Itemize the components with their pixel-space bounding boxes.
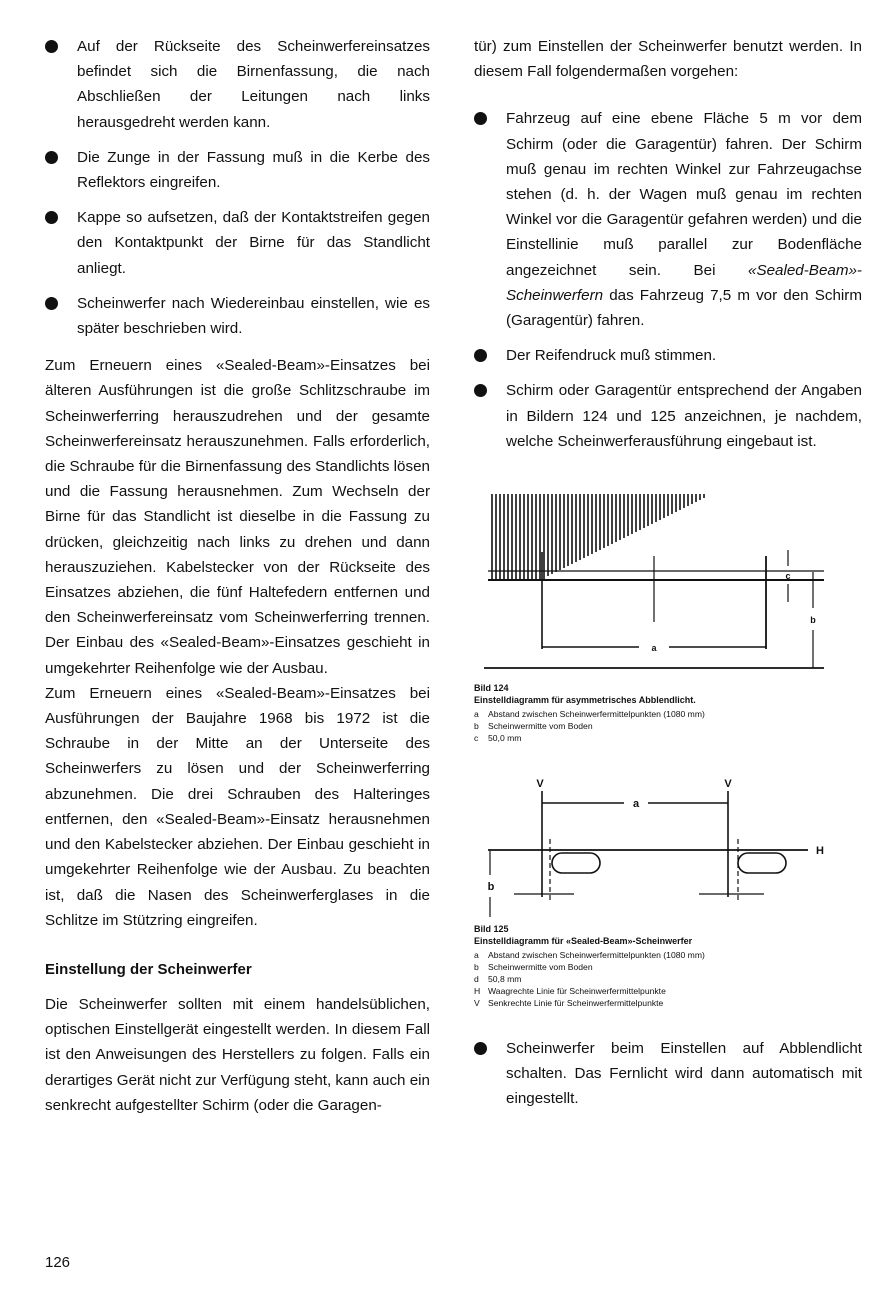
bullet-dot-icon	[45, 297, 58, 310]
legend-item: V Senkrechte Linie für Scheinwerfermittelpunkte	[474, 998, 664, 1009]
bullet-dot-icon	[45, 211, 58, 224]
h-line-label: H	[816, 844, 824, 857]
page-number: 126	[45, 1254, 71, 1271]
legend-item: c 50,0 mm	[474, 733, 522, 744]
paragraph-sealed-beam-1968: Zum Erneuern eines «Sealed-Beam»-Einsatzes bei Ausführungen der Baujahre 1968 bis 1972 ist die Schraube in der Mitte an der Unterseite des Scheinwerfers zu lösen und der Scheinwerferring abzunehmen. Die drei Schrauben des Halteringes entfernen, den «Sealed-Beam»-Einsatz herausnehmen und den Kabelstecker abziehen. Der Einbau geschieht in umgekehrter Reihenfolge wie der Ausbau. Zu beachten ist, daß die Nasen des Scheinwerferglases in die Schlitze im Stützring eingreifen.	[45, 684, 430, 929]
figure-title: Einstelldiagramm für «Sealed-Beam»-Scheinwerfer	[474, 935, 693, 946]
paragraph-continuation: tür) zum Einstellen der Scheinwerfer benutzt werden. In diesem Fall folgendermaßen vorgehen:	[474, 38, 862, 81]
figure-label: Bild 125	[474, 923, 509, 934]
bullet-text: Schirm oder Garagentür entsprechend der Angaben in Bildern 124 und 125 anzeichnen, je nachdem, welche Scheinwerferausführung eingebaut ist.	[506, 382, 862, 450]
bullet-dot-icon	[474, 349, 487, 362]
bullet-text: Die Zunge in der Fassung muß in die Kerbe des Reflektors eingreifen.	[77, 148, 430, 192]
dimension-label-b: b	[487, 880, 495, 893]
v-line-label-left: V	[536, 777, 544, 790]
right-column	[474, 34, 862, 1121]
figure-125	[474, 767, 862, 1010]
legend-item: a Abstand zwischen Scheinwerfermittelpunkten (1080 mm)	[474, 949, 705, 960]
bullet-item	[45, 291, 430, 341]
paragraph-sealed-beam-old: Zum Erneuern eines «Sealed-Beam»-Einsatzes bei älteren Ausführungen ist die große Schlitzschraube im Scheinwerferring herauszudrehen und der gesamte Scheinwerfereinsatz herauszunehmen. Falls erforderlich, die Schraube für die Birnenfassung des Standlichts lösen und die Fassung herausnehmen. Zum Wechseln der Birne für das Standlicht ist dieselbe in die Fassung zu drücken, gleichzeitig nach links zu drehen und dann herauszuziehen. Kabelstecker von der Rückseite des Einsatzes abziehen, die fünf Haltefedern entfernen und den Scheinwerfereinsatz vom Scheinwerferring trennen. Der Einbau des «Sealed-Beam»-Einsatzes geschieht in umgekehrter Reihenfolge wie der Ausbau.	[45, 357, 430, 677]
bullet-dot-icon	[45, 40, 58, 53]
legend-item: b Scheinwermitte vom Boden	[474, 961, 593, 972]
legend-item: d 50,8 mm	[474, 974, 522, 985]
figure-legend	[474, 708, 862, 745]
figure-124	[474, 484, 862, 745]
bullet-text: Kappe so aufsetzen, daß der Kontaktstreifen gegen den Kontaktpunkt der Birne für das Standlicht anliegt.	[77, 209, 430, 277]
bullet-text-after: das Fahrzeug 7,5 m vor den Schirm (Garagentür) fahren.	[506, 286, 862, 330]
bullet-text-before: Fahrzeug auf eine ebene Fläche 5 m vor dem Schirm (oder die Garagentür) fahren. Der Schirm muß genau im rechten Winkel zur Fahrzeugachse stehen (d. h. der Wagen muß genau im rechten Winkel vor die Garagentür gefahren werden) und die Einstellinie muß parallel zur Bodenfläche angezeichnet sein. Bei	[506, 110, 862, 279]
paragraph-adjustment: Die Scheinwerfer sollten mit einem handelsüblichen, optischen Einstellgerät eingestellt werden. In diesem Fall ist den Anweisungen des Herstellers zu folgen. Falls ein derartiges Gerät nicht zur Verfügung steht, kann auch ein senkrecht aufgestellter Schirm (oder die Garagen-	[45, 995, 430, 1114]
bullet-item	[474, 1036, 862, 1112]
legend-item: a Abstand zwischen Scheinwerfermittelpunkten (1080 mm)	[474, 709, 705, 720]
bullet-text-italic: «Sealed-Beam»-Scheinwerfern	[506, 261, 862, 304]
diagram-sealed-beam	[474, 767, 834, 917]
bullet-item	[474, 106, 862, 333]
dimension-label-b: b	[810, 615, 816, 626]
bullet-text: Auf der Rückseite des Scheinwerfereinsatzes befindet sich die Birnenfassung, die nach Abschließen der Leitungen nach links herausgedreht werden kann.	[77, 38, 430, 131]
dimension-label-a: a	[632, 797, 640, 810]
v-line-label-right: V	[724, 777, 732, 790]
bullet-item	[45, 145, 430, 195]
bullet-dot-icon	[474, 112, 487, 125]
bullet-dot-icon	[474, 384, 487, 397]
bullet-text: Scheinwerfer nach Wiedereinbau einstellen, wie es später beschrieben wird.	[77, 294, 430, 338]
legend-item: H Waagrechte Linie für Scheinwerfermittelpunkte	[474, 986, 666, 997]
dimension-label-c: c	[785, 571, 791, 582]
figure-legend	[474, 949, 862, 1010]
diagram-asymmetric-low-beam	[474, 484, 834, 674]
figure-label: Bild 124	[474, 683, 509, 694]
figure-title: Einstelldiagramm für asymmetrisches Abblendlicht.	[474, 695, 696, 706]
bullet-item	[474, 378, 862, 454]
legend-item: b Scheinwermitte vom Boden	[474, 721, 593, 732]
bullet-text: Der Reifendruck muß stimmen.	[506, 347, 717, 365]
bullet-item	[45, 34, 430, 135]
bullet-dot-icon	[474, 1042, 487, 1055]
dimension-label-a: a	[651, 643, 657, 654]
bullet-item	[45, 205, 430, 281]
left-column	[45, 34, 430, 1118]
bullet-text: Scheinwerfer beim Einstellen auf Abblendlicht schalten. Das Fernlicht wird dann automatisch mit eingestellt.	[506, 1039, 862, 1108]
bullet-dot-icon	[45, 151, 58, 164]
bullet-item	[474, 343, 862, 368]
section-heading: Einstellung der Scheinwerfer	[45, 960, 252, 978]
